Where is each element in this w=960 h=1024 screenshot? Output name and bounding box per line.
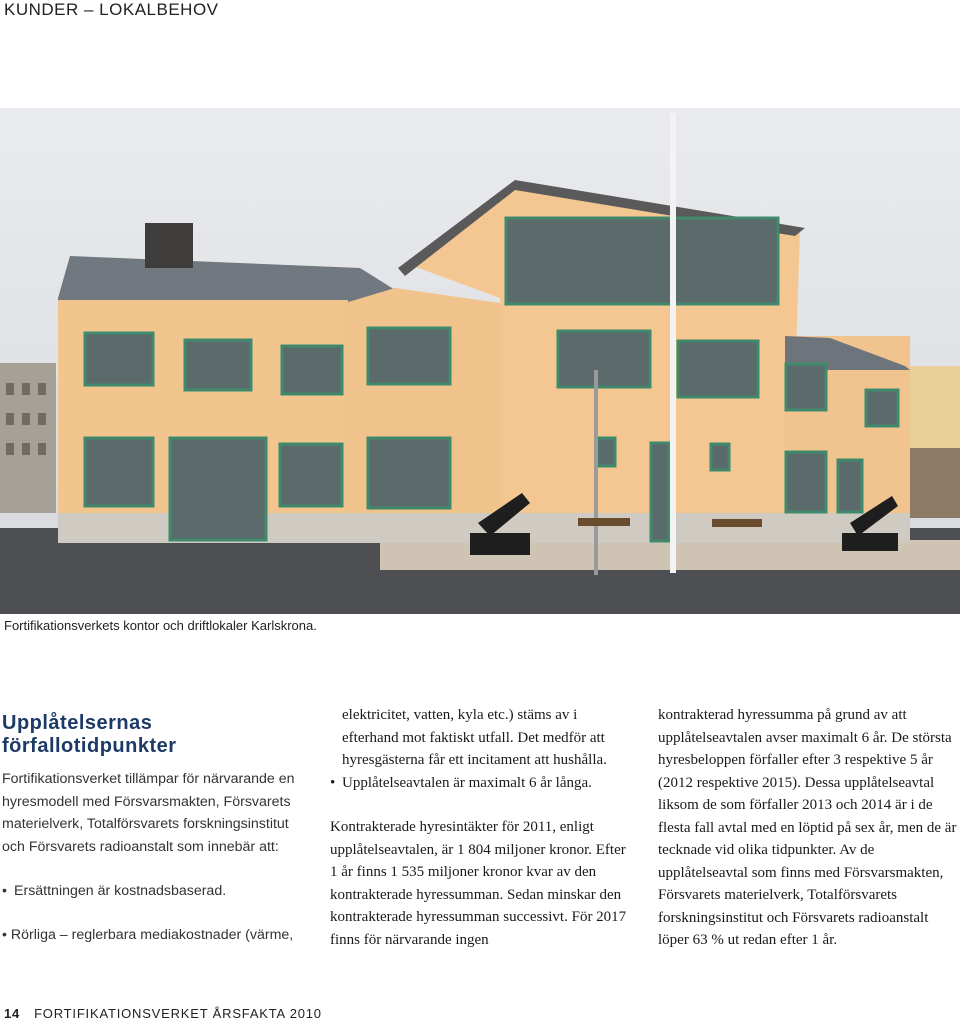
bullet-item: • Upplåtelseavtalen är maximalt 6 år långa. <box>330 772 630 795</box>
photo-caption: Fortifikationsverkets kontor och driftlokaler Karlskrona. <box>4 618 317 633</box>
article-column-1 <box>2 712 302 903</box>
bullet-list-2 <box>330 772 630 795</box>
bullet2-start-text: Rörliga – reglerbara mediakostnader (värme, <box>10 927 294 943</box>
expiry-paragraph: kontrakterad hyressumma på grund av att upplåtelseavtalen avser maximalt 6 år. De största hyresbeloppen förfaller efter 3 respektive 5 år (2012 respektive 2015). Dessa upplåtelseavtal liksom de som förfaller 2013 och 2014 är i de flesta fall avtal med en löptid på sex år, men de är tecknade vid olika tidpunkter. Av de upplåtelseavtal som finns med Försvarsmakten, Försvarets materielverk, Totalförsvarets forskningsinstitut och Försvarets radioanstalt löper 63 % ut redan efter 1 år. <box>658 707 957 948</box>
article-column-3 <box>658 704 958 952</box>
bullet-list <box>2 880 302 903</box>
revenue-paragraph: Kontrakterade hyresintäkter för 2011, enligt upplåtelseavtalen, är 1 804 miljoner kronor. Efter 1 år finns 1 535 miljoner kronor kvar av den kontrakterade hyressumman. Sedan minskar den kontrakterade hyressumman successivt. För 2017 finns för närvarande ingen <box>330 819 627 948</box>
page-footer <box>4 1006 322 1021</box>
article-heading: Upplåtelsernas förfallotidpunkter <box>2 712 177 757</box>
bullet2-start: • Rörliga – reglerbara mediakostnader (värme, <box>2 927 294 943</box>
bullet-item: • Ersättningen är kostnadsbaserad. <box>2 880 302 903</box>
article-column-2 <box>330 704 630 951</box>
page-number: 14 <box>4 1006 21 1021</box>
bullet2-continued: elektricitet, vatten, kyla etc.) stäms av i efterhand mot faktiskt utfall. Det medför att hyresgästerna får ett incitament att hushålla. <box>342 707 607 768</box>
section-header: KUNDER – LOKALBEHOV <box>4 0 219 19</box>
publication-title: FORTIFIKATIONSVERKET ÅRSFAKTA 2010 <box>34 1006 322 1021</box>
building-photo <box>0 108 960 614</box>
intro-paragraph: Fortifikationsverket tillämpar för närvarande en hyresmodell med Försvarsmakten, Försvarets materielverk, Totalförsvarets forskningsinstitut och Försvarets radioanstalt som innebär att: <box>2 771 295 855</box>
